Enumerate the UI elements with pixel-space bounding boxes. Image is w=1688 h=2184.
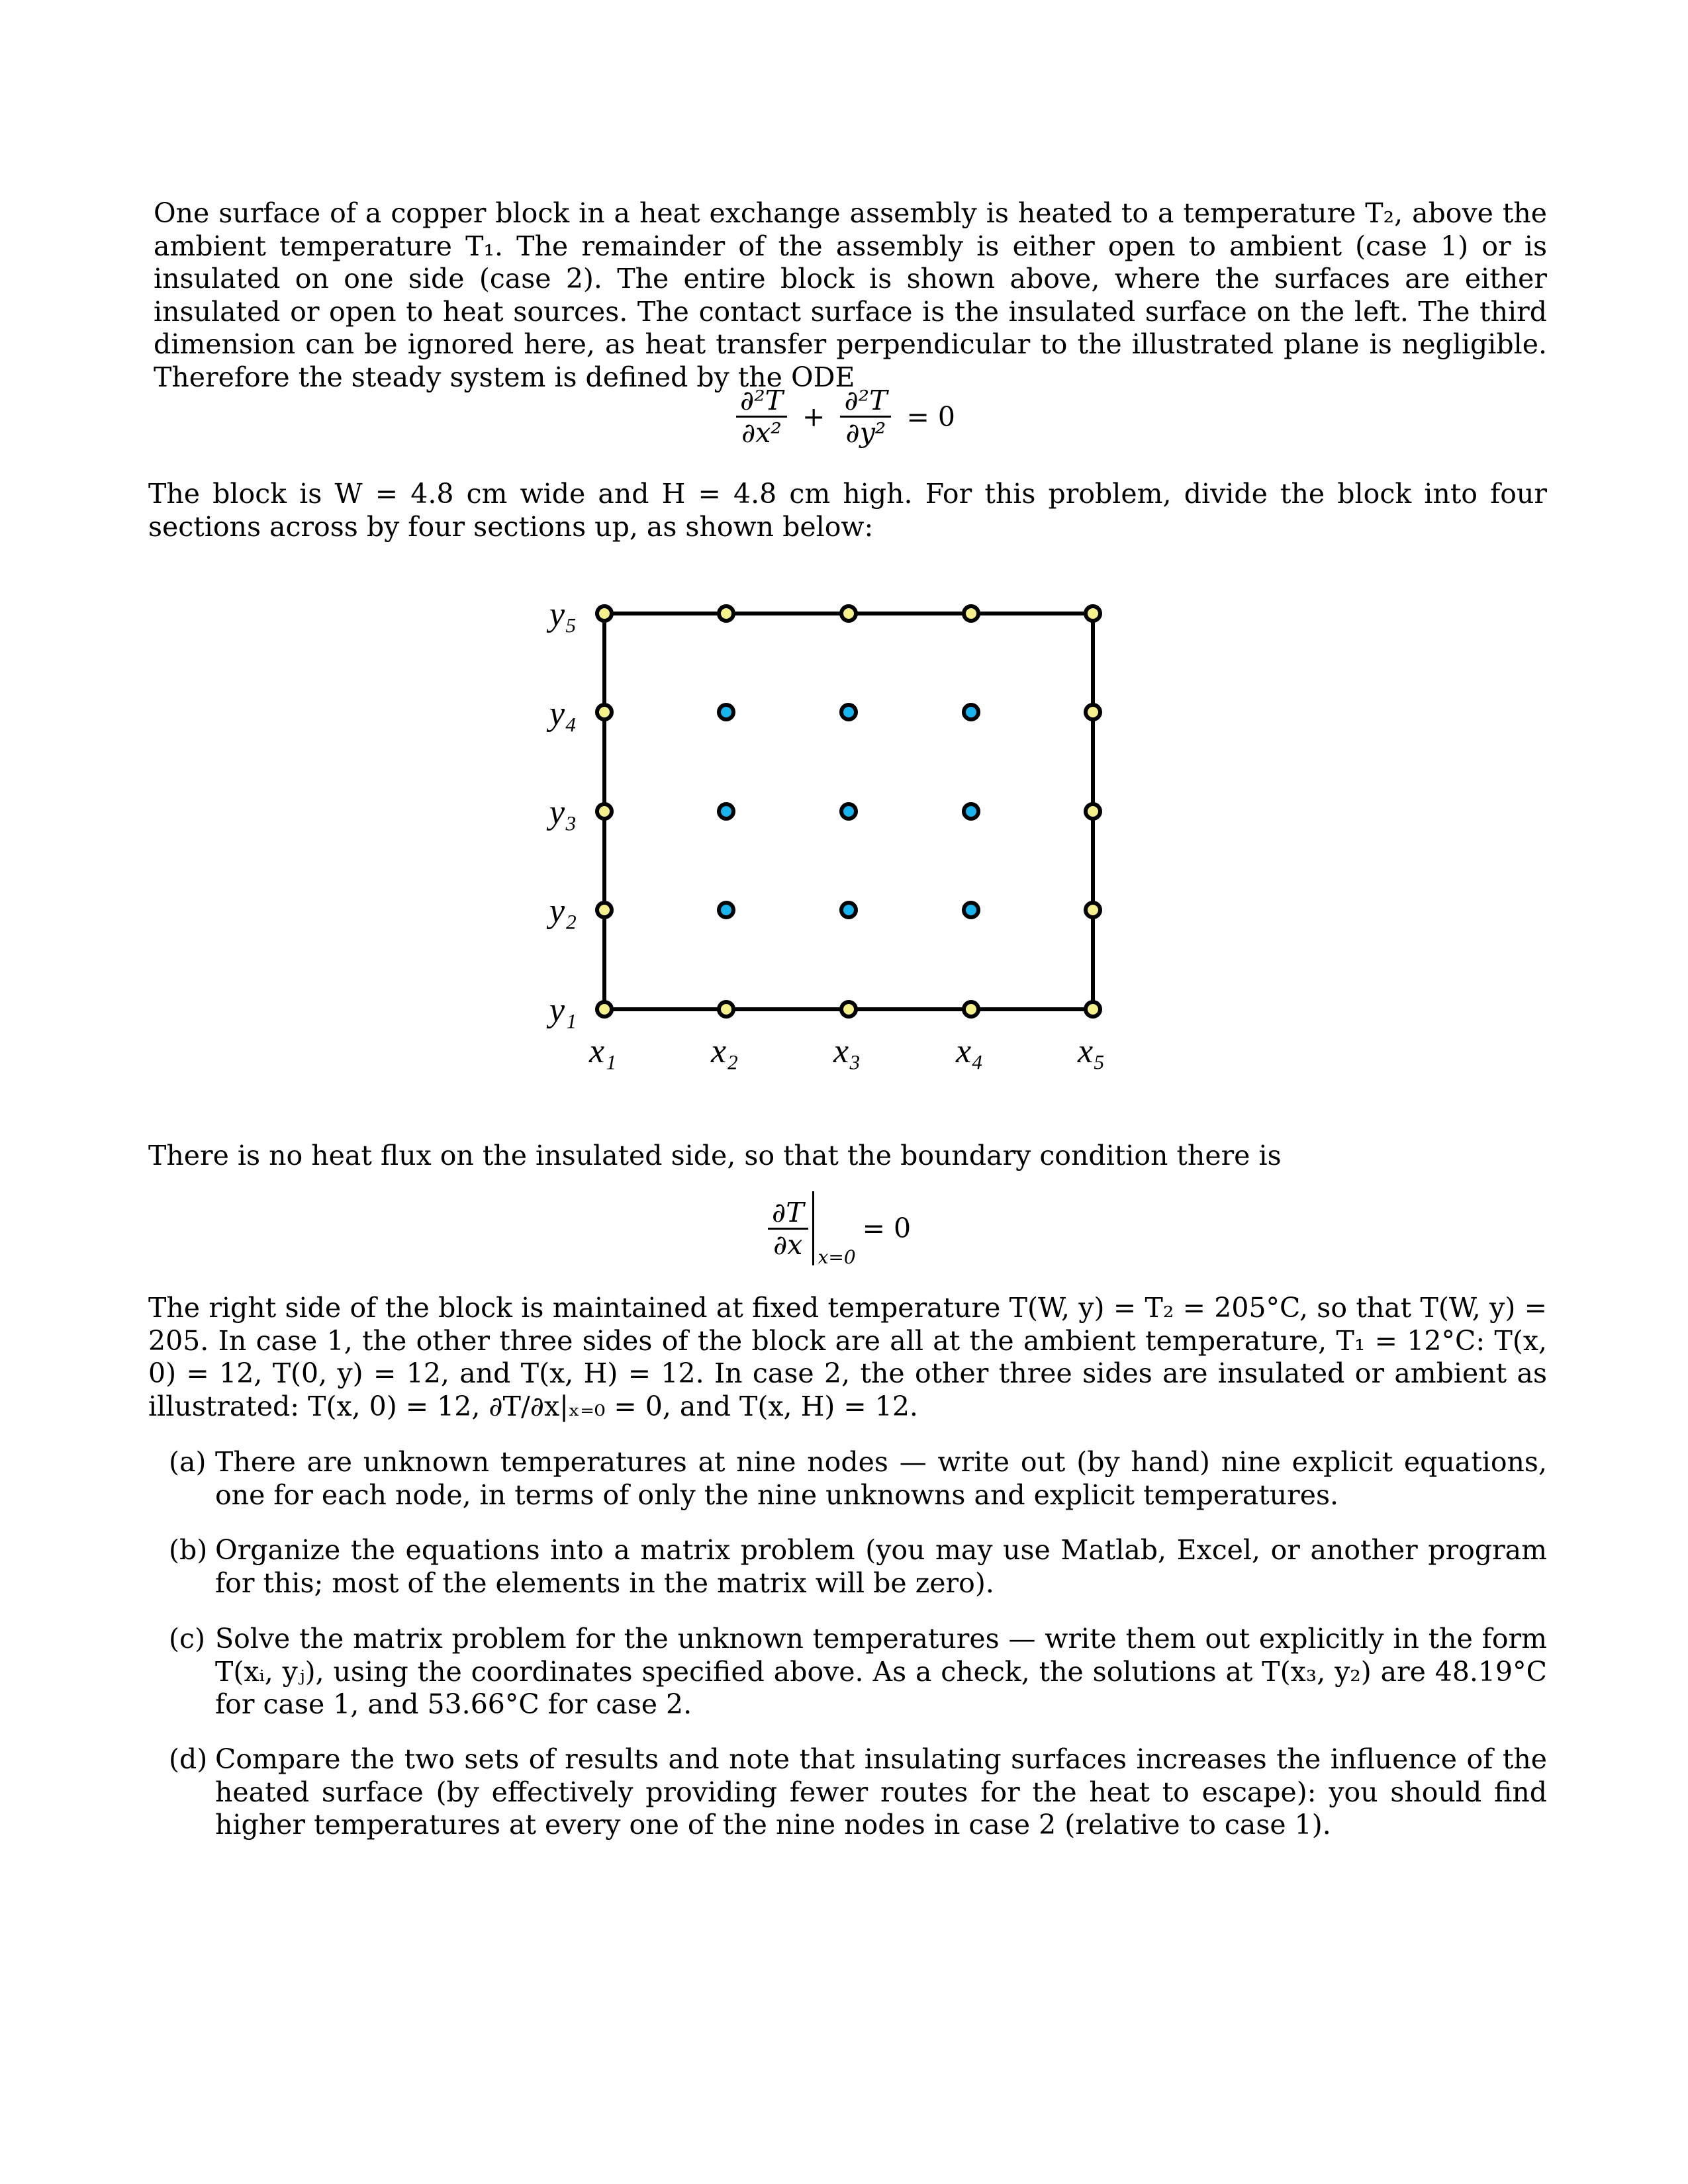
intro-paragraph: One surface of a copper block in a heat exchange assembly is heated to a temperature T₂, above the ambient temperature T₁. The remainder of the assembly is either open to ambient (case 1) or is insulated on one side (case 2). The entire block is shown above, where the surfaces are either insulated or open to heat sources. The contact surface is the insulated surface on the left. The third dimension can be ignored here, as heat transfer perpendicular to the illustrated plane is negligible. Therefore the steady system is defined by the ODE [154,197,1547,393]
interior-nodes [719,705,978,917]
dt-dx-fraction [768,1197,808,1260]
grid-diagram [523,586,1145,1102]
laplace-equation [736,385,962,448]
fraction-denominator: ∂y² [845,417,886,449]
neumann-equation [768,1191,917,1268]
y4-label: y₄ [549,695,577,733]
task-label: (c) [169,1623,205,1655]
equals-zero: = 0 [862,1212,912,1244]
x1-label: x₁ [589,1032,617,1070]
d2t-dy2-fraction [840,385,891,448]
task-c [169,1623,1547,1721]
y1-label: y₁ [549,991,577,1029]
y5-label: y₅ [549,596,577,633]
fraction-denominator: ∂x² [741,417,782,449]
task-b [169,1534,1547,1600]
task-text: Organize the equations into a matrix problem (you may use Matlab, Excel, or another program for this; most of the elements in the matrix will be zero). [215,1534,1547,1599]
task-label: (b) [169,1534,208,1566]
eval-subscript: x=0 [818,1246,856,1268]
insulated-paragraph: There is no heat flux on the insulated side, so that the boundary condition there is [148,1140,1282,1171]
fraction-numerator: ∂T [768,1197,808,1230]
y2-label: y₂ [549,892,577,930]
task-text: Compare the two sets of results and note that insulating surfaces increases the influence of the heated surface (by effectively providing fewer routes for the heat to escape): you should find higher temperatures at every one of the nine nodes in case 2 (relative to case 1). [215,1743,1547,1841]
dimensions-paragraph: The block is W = 4.8 cm wide and H = 4.8 cm high. For this problem, divide the block into four sections across by four sections up, as shown below: [148,478,1547,543]
d2t-dx2-fraction [736,385,787,448]
task-d [169,1743,1547,1842]
evaluation-bar [812,1191,856,1268]
task-a [169,1446,1547,1512]
node-grid-svg [523,586,1145,1102]
plus-sign: + [802,400,825,433]
x5-label: x₅ [1078,1032,1105,1070]
fraction-denominator: ∂x [773,1228,803,1261]
task-label: (d) [169,1743,208,1775]
task-text: Solve the matrix problem for the unknown temperatures — write them out explicitly in the form T(xᵢ, yⱼ), using the coordinates specified above. As a check, the solutions at T(x₃, y₂) are 48.19°C for case 1, and 53.66°C for case 2. [215,1623,1547,1720]
fraction-numerator: ∂²T [840,385,891,418]
task-label: (a) [169,1446,207,1478]
x4-label: x₄ [956,1032,984,1070]
y3-label: y₃ [549,794,577,831]
x3-label: x₃ [833,1032,861,1070]
equals-zero: = 0 [906,400,955,433]
x2-label: x₂ [711,1032,739,1070]
fraction-numerator: ∂²T [736,385,787,418]
task-text: There are unknown temperatures at nine nodes — write out (by hand) nine explicit equations, one for each node, in terms of only the nine unknowns and explicit temperatures. [215,1446,1547,1511]
boundary-conditions-paragraph: The right side of the block is maintained at fixed temperature T(W, y) = T₂ = 205°C, so that T(W, y) = 205. In case 1, the other three sides of the block are all at the ambient temperature, T₁ = 12°C: T(x, 0) = 12, T(0, y) = 12, and T(x, H) = 12. In case 2, the other three sides are insulated or ambient as illustrated: T(x, 0) = 12, ∂T/∂x|ₓ₌₀ = 0, and T(x, H) = 12. [148,1292,1547,1422]
